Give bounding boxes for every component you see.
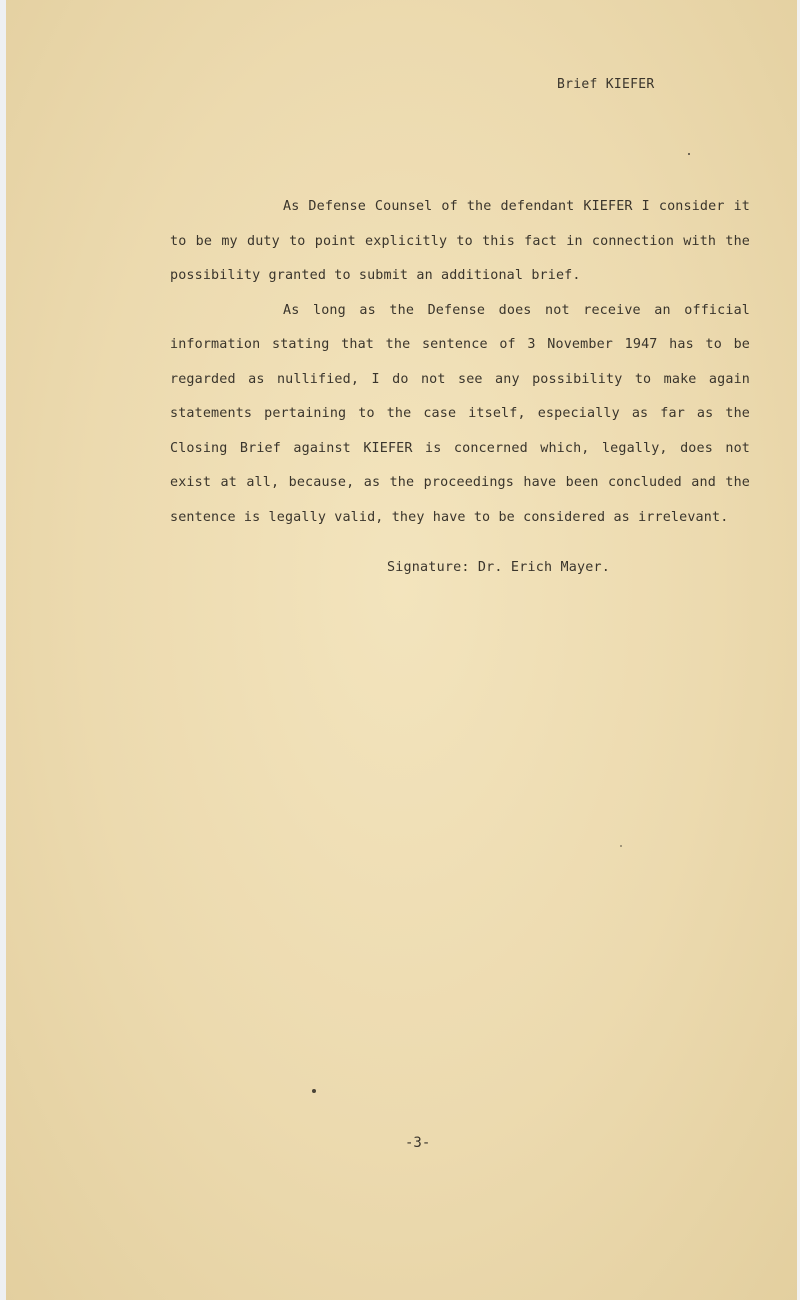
signature-line: Signature: Dr. Erich Mayer.	[387, 560, 611, 575]
page-number: -3-	[405, 1135, 431, 1151]
ink-speck	[620, 845, 622, 847]
paragraph-1: As Defense Counsel of the defendant KIEFER I consider it to be my duty to point explicitly to this fact in connection with the possibility granted to submit an additional brief.	[170, 199, 750, 283]
ink-speck	[312, 1089, 316, 1093]
ink-speck	[688, 153, 690, 155]
paragraph-2: As long as the Defense does not receive an official information stating that the sentence of 3 November 1947 has to be regarded as nullified, I do not see any possibility to make again statements pertaining to the case itself, especially as far as the Closing Brief against KIEFER is concerned which, legally, does not exist at all, because, as the proceedings have been concluded and the sentence is legally valid, they have to be considered as irrelevant.	[170, 302, 750, 525]
document-body	[170, 190, 750, 535]
document-header: Brief KIEFER	[557, 77, 655, 92]
page-edge-left	[0, 0, 6, 1300]
